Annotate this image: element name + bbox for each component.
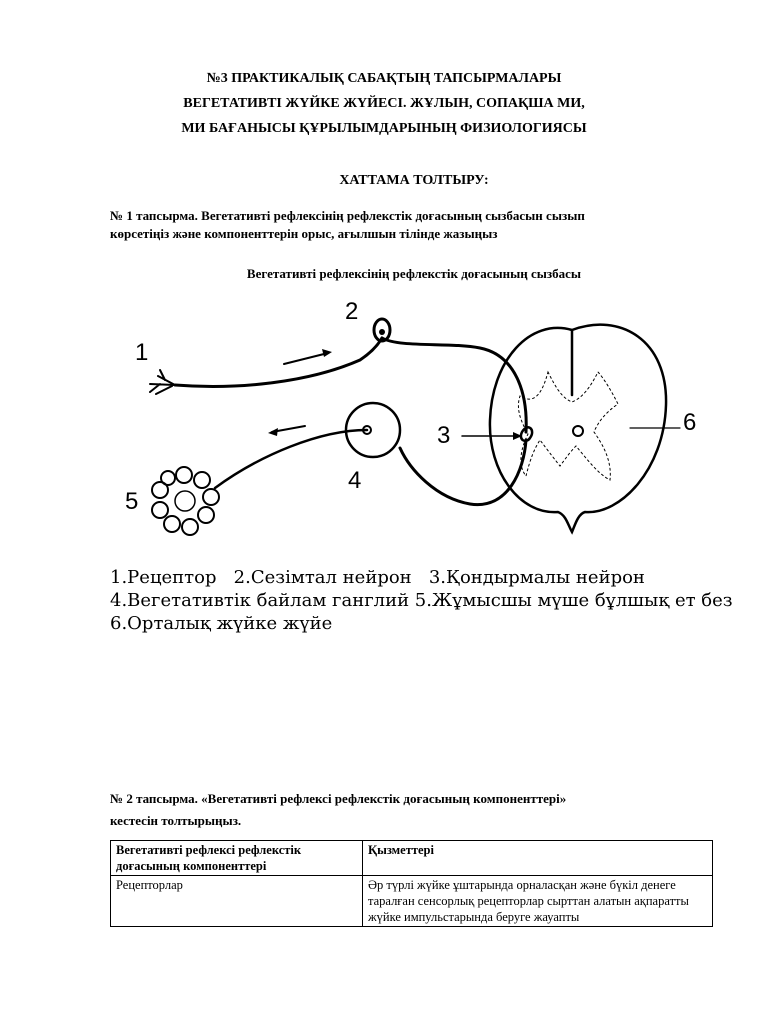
legend-line-1 [110, 566, 733, 589]
legend-item-1: 1.Рецептор [110, 567, 234, 588]
preganglionic-fiber [400, 440, 526, 505]
sensory-fiber-central [382, 338, 526, 432]
label-1: 1 [135, 339, 149, 366]
table-header-row [111, 841, 713, 876]
title-line-3: МИ БАҒАНЫСЫ ҚҰРЫЛЫМДАРЫНЫҢ ФИЗИОЛОГИЯСЫ [181, 121, 587, 136]
protocol-heading: ХАТТАМА ТОЛТЫРУ: [339, 173, 489, 188]
document-title [0, 66, 768, 141]
task-1-line-1: № 1 тапсырма. Вегетативті рефлексінің рефлекстік доғасының сызбасын сызып [110, 208, 585, 223]
task-1-instructions [110, 207, 730, 243]
label-5: 5 [125, 488, 139, 515]
title-line-1: №3 ПРАКТИКАЛЫҚ САБАҚТЫҢ ТАПСЫРМАЛАРЫ [206, 71, 562, 86]
table-cell-function: Әр түрлі жүйке ұштарында орналасқан және бүкіл денеге таралған сенсорлық рецепторлар сырттан алатын ақпаратты жүйке импульстарында беруге жауапты [363, 876, 713, 927]
legend-item-5: 5.Жұмысшы мүше бұлшық ет без [414, 590, 733, 611]
table-cell-component: Рецепторлар [111, 876, 363, 927]
task-2-line-1: № 2 тапсырма. «Вегетативті рефлексі рефлекстік доғасының компоненттері» [110, 791, 567, 806]
reflex-arc-diagram [110, 292, 710, 554]
central-canal [573, 426, 583, 436]
grey-matter [518, 372, 618, 480]
task-2-instructions [110, 788, 710, 832]
effector-organ [152, 467, 219, 535]
label-2: 2 [345, 298, 359, 325]
header-component: Вегетативті рефлексі рефлекстік доғасының компоненттері [111, 841, 363, 876]
legend-line-3 [110, 612, 733, 635]
components-table [110, 840, 713, 927]
legend-item-4: 4.Вегетативтік байлам ганглий [110, 590, 415, 611]
legend-item-2: 2.Сезімтал нейрон [233, 567, 429, 588]
sensory-fiber [175, 338, 382, 386]
diagram-title: Вегетативті рефлексінің рефлекстік доғасының сызбасы [246, 266, 582, 281]
task-2-line-2: кестесін толтырыңыз. [110, 813, 242, 828]
receptor-branches [150, 370, 175, 394]
label-6: 6 [683, 409, 697, 436]
title-line-2: ВЕГЕТАТИВТІ ЖҮЙКЕ ЖҮЙЕСІ. ЖҰЛЫН, СОПАҚША МИ, [183, 96, 585, 111]
component-legend [110, 566, 733, 635]
postganglionic-fiber [215, 430, 367, 488]
label-3: 3 [437, 422, 451, 449]
label-4: 4 [348, 467, 362, 494]
arrow-afferent-head [322, 349, 332, 357]
arrow-afferent [284, 353, 328, 364]
header-function: Қызметтері [363, 841, 713, 876]
legend-item-6: 6.Орталық жүйке жүйе [110, 613, 333, 634]
legend-item-3: 3.Қондырмалы нейрон [428, 567, 645, 588]
task-1-line-2: көрсетіңіз және компоненттерін орыс, ағылшын тілінде жазыңыз [110, 226, 498, 241]
arrow-efferent-head [268, 428, 278, 436]
table-row [111, 876, 713, 927]
legend-line-2 [110, 589, 733, 612]
